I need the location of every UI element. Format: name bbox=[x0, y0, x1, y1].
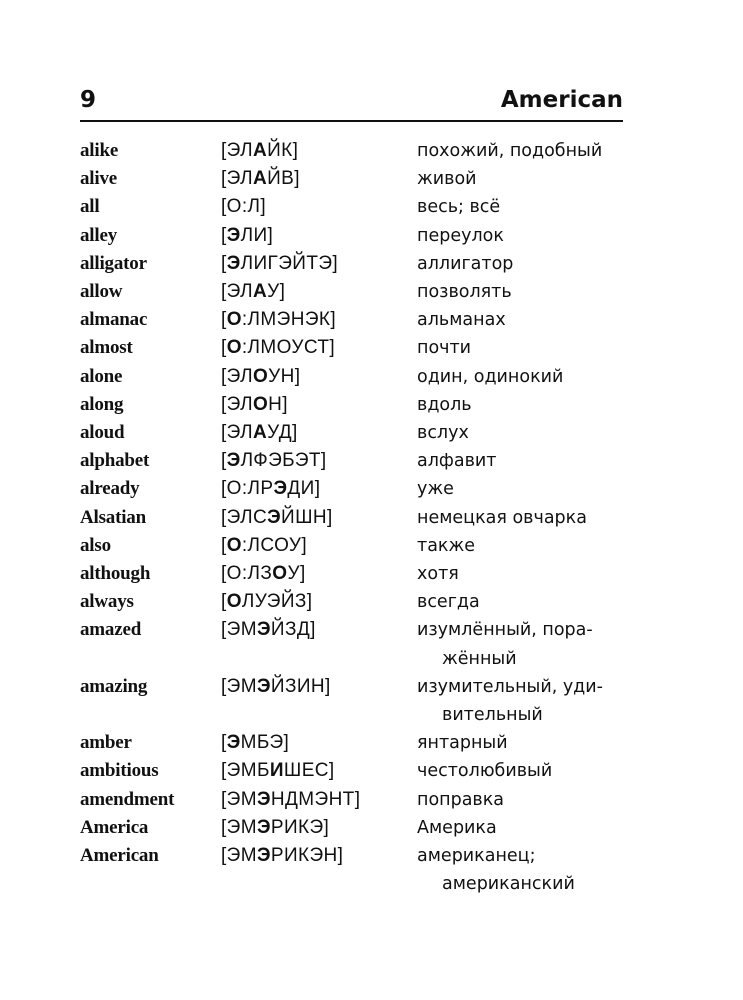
pronunciation bbox=[221, 673, 331, 701]
dictionary-entry bbox=[80, 757, 625, 785]
stressed-vowel: Э bbox=[273, 478, 288, 500]
translation-line: американец; bbox=[417, 846, 536, 867]
dictionary-entry bbox=[80, 334, 625, 362]
dictionary-entry bbox=[80, 532, 625, 560]
translation-line: также bbox=[417, 535, 476, 556]
headword: American bbox=[80, 845, 159, 867]
translation-line: один, одинокий bbox=[417, 366, 564, 387]
pronunciation-segment: ЛИ] bbox=[240, 224, 274, 246]
pronunciation-segment: ЙЗД] bbox=[270, 619, 316, 641]
dictionary-entry bbox=[80, 729, 625, 757]
headword: aloud bbox=[80, 422, 125, 444]
headword: alive bbox=[80, 168, 117, 190]
translation bbox=[417, 165, 625, 193]
headword: amazing bbox=[80, 675, 148, 697]
translation-line: поправка bbox=[417, 789, 505, 810]
headword: always bbox=[80, 591, 134, 613]
dictionary-entry bbox=[80, 419, 625, 447]
translation-line: вслух bbox=[417, 423, 469, 444]
pronunciation-segment: НДМЭНТ] bbox=[270, 788, 361, 810]
pronunciation bbox=[221, 786, 360, 814]
dictionary-entry bbox=[80, 814, 625, 842]
pronunciation-segment: [ bbox=[221, 337, 227, 359]
translation-line: Америка bbox=[417, 817, 497, 838]
pronunciation-segment: МБЭ] bbox=[240, 732, 290, 754]
headword: amazed bbox=[80, 619, 142, 641]
translation-line: весь; всё bbox=[417, 197, 501, 218]
dictionary-entries bbox=[80, 137, 625, 898]
pronunciation-segment: :ЛМОУСТ] bbox=[241, 337, 336, 359]
pronunciation bbox=[221, 334, 335, 362]
pronunciation-segment: ЙЗИН] bbox=[270, 675, 331, 697]
dictionary-entry bbox=[80, 673, 625, 729]
pronunciation-segment: УД] bbox=[267, 422, 298, 444]
translation bbox=[417, 222, 625, 250]
translation bbox=[417, 475, 625, 503]
pronunciation bbox=[221, 842, 343, 870]
pronunciation-segment: [ЭЛ bbox=[221, 140, 253, 161]
pronunciation-segment: [ bbox=[221, 252, 227, 274]
pronunciation-segment: ЙК] bbox=[267, 140, 299, 161]
dictionary-entry bbox=[80, 842, 625, 898]
stressed-vowel: Э bbox=[226, 450, 241, 472]
dictionary-entry bbox=[80, 475, 625, 503]
translation-line: американский bbox=[442, 874, 575, 895]
pronunciation-segment: [ bbox=[221, 309, 227, 331]
pronunciation-segment: [ bbox=[221, 450, 227, 472]
dictionary-entry bbox=[80, 560, 625, 588]
headword: almost bbox=[80, 337, 133, 359]
pronunciation-segment: [ЭМ bbox=[221, 675, 257, 697]
translation bbox=[417, 306, 625, 334]
pronunciation-segment: ЙШН] bbox=[281, 506, 333, 528]
pronunciation-segment: [ЭЛ bbox=[221, 168, 253, 190]
headword: ambitious bbox=[80, 760, 159, 782]
translation bbox=[417, 757, 625, 785]
stressed-vowel: А bbox=[252, 168, 268, 190]
dictionary-entry bbox=[80, 616, 625, 672]
translation-line: алфавит bbox=[417, 451, 497, 472]
translation bbox=[417, 447, 625, 475]
pronunciation bbox=[221, 560, 306, 588]
dictionary-entry bbox=[80, 165, 625, 193]
pronunciation bbox=[221, 137, 298, 165]
stressed-vowel: Э bbox=[226, 252, 241, 274]
pronunciation-segment: ЛУЭЙЗ] bbox=[241, 591, 313, 613]
stressed-vowel: Э bbox=[267, 506, 282, 528]
headword: Alsatian bbox=[80, 506, 146, 528]
stressed-vowel: О bbox=[226, 309, 242, 331]
translation-line: похожий, подобный bbox=[417, 141, 603, 161]
pronunciation-segment: [ЭМ bbox=[221, 619, 257, 641]
pronunciation-segment: [ bbox=[221, 534, 227, 556]
pronunciation bbox=[221, 616, 316, 644]
stressed-vowel: Э bbox=[226, 732, 241, 754]
headword: all bbox=[80, 196, 100, 218]
pronunciation-segment: [ЭМ bbox=[221, 816, 257, 838]
pronunciation bbox=[221, 475, 320, 503]
translation-line: изумлённый, пора- bbox=[417, 620, 593, 641]
pronunciation-segment: [О:ЛР bbox=[221, 478, 274, 500]
stressed-vowel: Э bbox=[256, 788, 271, 810]
headword: although bbox=[80, 563, 151, 585]
dictionary-entry bbox=[80, 193, 625, 221]
pronunciation bbox=[221, 278, 285, 306]
translation-line: всегда bbox=[417, 592, 480, 613]
pronunciation-segment: [ЭЛ bbox=[221, 393, 253, 415]
stressed-vowel: О bbox=[226, 337, 242, 359]
translation bbox=[417, 419, 625, 447]
translation-line: уже bbox=[417, 479, 454, 500]
pronunciation-segment: Н] bbox=[268, 393, 288, 415]
headword: along bbox=[80, 393, 124, 415]
pronunciation-segment: ЙВ] bbox=[267, 168, 300, 190]
headword: already bbox=[80, 478, 140, 500]
translation-line: хотя bbox=[417, 564, 459, 585]
translation-line: вдоль bbox=[417, 394, 472, 415]
translation bbox=[417, 250, 625, 278]
translation bbox=[417, 334, 625, 362]
stressed-vowel: Э bbox=[256, 619, 271, 641]
translation bbox=[417, 842, 625, 898]
pronunciation bbox=[221, 165, 300, 193]
translation bbox=[417, 560, 625, 588]
stressed-vowel: Э bbox=[256, 816, 271, 838]
headword: alphabet bbox=[80, 450, 150, 472]
stressed-vowel: А bbox=[252, 140, 268, 161]
pronunciation-segment: ЛИГЭЙТЭ] bbox=[240, 252, 339, 274]
pronunciation bbox=[221, 447, 327, 475]
pronunciation bbox=[221, 419, 298, 447]
translation-line: вительный bbox=[442, 705, 543, 726]
headword: amendment bbox=[80, 788, 175, 810]
stressed-vowel: Э bbox=[226, 224, 241, 246]
headword: alley bbox=[80, 224, 117, 246]
stressed-vowel: О bbox=[252, 365, 269, 387]
translation bbox=[417, 391, 625, 419]
pronunciation bbox=[221, 193, 266, 221]
pronunciation-segment: ДИ] bbox=[287, 478, 321, 500]
pronunciation-segment: РИКЭ] bbox=[270, 816, 330, 838]
stressed-vowel: Э bbox=[256, 845, 271, 867]
headword: almanac bbox=[80, 309, 148, 331]
pronunciation-segment: [ЭМБ bbox=[221, 760, 270, 782]
pronunciation-segment: [ bbox=[221, 591, 227, 613]
pronunciation-segment: [ЭЛ bbox=[221, 281, 253, 303]
headword: alike bbox=[80, 140, 119, 161]
pronunciation-segment: У] bbox=[287, 563, 306, 585]
pronunciation-segment: [ bbox=[221, 224, 227, 246]
translation-line: позволять bbox=[417, 282, 512, 303]
pronunciation bbox=[221, 363, 300, 391]
pronunciation-segment: [ bbox=[221, 732, 227, 754]
stressed-vowel: А bbox=[252, 422, 268, 444]
translation bbox=[417, 786, 625, 814]
translation-line: янтарный bbox=[417, 733, 508, 754]
translation bbox=[417, 532, 625, 560]
translation bbox=[417, 673, 625, 729]
headword: also bbox=[80, 534, 111, 556]
headword: alone bbox=[80, 365, 123, 387]
translation bbox=[417, 588, 625, 616]
translation-line: изумительный, уди- bbox=[417, 676, 603, 697]
translation bbox=[417, 616, 625, 672]
translation-line: почти bbox=[417, 338, 472, 359]
translation-line: немецкая овчарка bbox=[417, 507, 587, 528]
stressed-vowel: А bbox=[252, 281, 268, 303]
translation bbox=[417, 814, 625, 842]
dictionary-entry bbox=[80, 363, 625, 391]
translation-line: аллигатор bbox=[417, 253, 514, 274]
headword: alligator bbox=[80, 252, 147, 274]
pronunciation-segment: [ЭЛС bbox=[221, 506, 268, 528]
page-number: 9 bbox=[80, 87, 97, 113]
pronunciation bbox=[221, 222, 273, 250]
running-head: American bbox=[500, 87, 623, 113]
pronunciation-segment: [О:Л] bbox=[221, 196, 267, 218]
pronunciation bbox=[221, 588, 312, 616]
pronunciation-segment: ШЕС] bbox=[283, 760, 335, 782]
headword: amber bbox=[80, 732, 132, 754]
translation-line: переулок bbox=[417, 225, 504, 246]
pronunciation-segment: [ЭЛ bbox=[221, 365, 253, 387]
pronunciation bbox=[221, 757, 335, 785]
dictionary-entry bbox=[80, 306, 625, 334]
stressed-vowel: О bbox=[252, 393, 269, 415]
pronunciation bbox=[221, 250, 338, 278]
translation bbox=[417, 137, 625, 165]
stressed-vowel: О bbox=[226, 591, 242, 613]
pronunciation-segment: :ЛМЭНЭК] bbox=[241, 309, 337, 331]
pronunciation bbox=[221, 391, 288, 419]
translation-line: жённый bbox=[442, 648, 517, 669]
stressed-vowel: О bbox=[272, 563, 288, 585]
translation-line: альманах bbox=[417, 310, 506, 331]
stressed-vowel: Э bbox=[256, 675, 271, 697]
pronunciation bbox=[221, 504, 333, 532]
pronunciation-segment: [О:ЛЗ bbox=[221, 563, 273, 585]
headword: allow bbox=[80, 281, 123, 303]
translation bbox=[417, 193, 625, 221]
translation bbox=[417, 363, 625, 391]
dictionary-entry bbox=[80, 391, 625, 419]
pronunciation-segment: У] bbox=[267, 281, 286, 303]
dictionary-entry bbox=[80, 137, 625, 165]
pronunciation bbox=[221, 532, 307, 560]
headword: America bbox=[80, 816, 149, 838]
dictionary-entry bbox=[80, 588, 625, 616]
pronunciation-segment: РИКЭН] bbox=[270, 845, 344, 867]
dictionary-entry bbox=[80, 447, 625, 475]
pronunciation-segment: :ЛСОУ] bbox=[241, 534, 308, 556]
dictionary-entry bbox=[80, 278, 625, 306]
pronunciation-segment: [ЭМ bbox=[221, 788, 257, 810]
translation-line: живой bbox=[417, 169, 477, 190]
dictionary-entry bbox=[80, 786, 625, 814]
translation bbox=[417, 729, 625, 757]
pronunciation-segment: ЛФЭБЭТ] bbox=[240, 450, 327, 472]
pronunciation bbox=[221, 729, 289, 757]
translation-line: честолюбивый bbox=[417, 761, 553, 782]
pronunciation-segment: [ЭЛ bbox=[221, 422, 253, 444]
translation bbox=[417, 278, 625, 306]
stressed-vowel: О bbox=[226, 534, 242, 556]
dictionary-entry bbox=[80, 504, 625, 532]
pronunciation bbox=[221, 814, 329, 842]
page-header bbox=[80, 86, 623, 122]
pronunciation-segment: [ЭМ bbox=[221, 845, 257, 867]
translation bbox=[417, 504, 625, 532]
stressed-vowel: И bbox=[269, 760, 284, 782]
dictionary-entry bbox=[80, 250, 625, 278]
dictionary-entry bbox=[80, 222, 625, 250]
pronunciation-segment: УН] bbox=[268, 365, 301, 387]
pronunciation bbox=[221, 306, 336, 334]
